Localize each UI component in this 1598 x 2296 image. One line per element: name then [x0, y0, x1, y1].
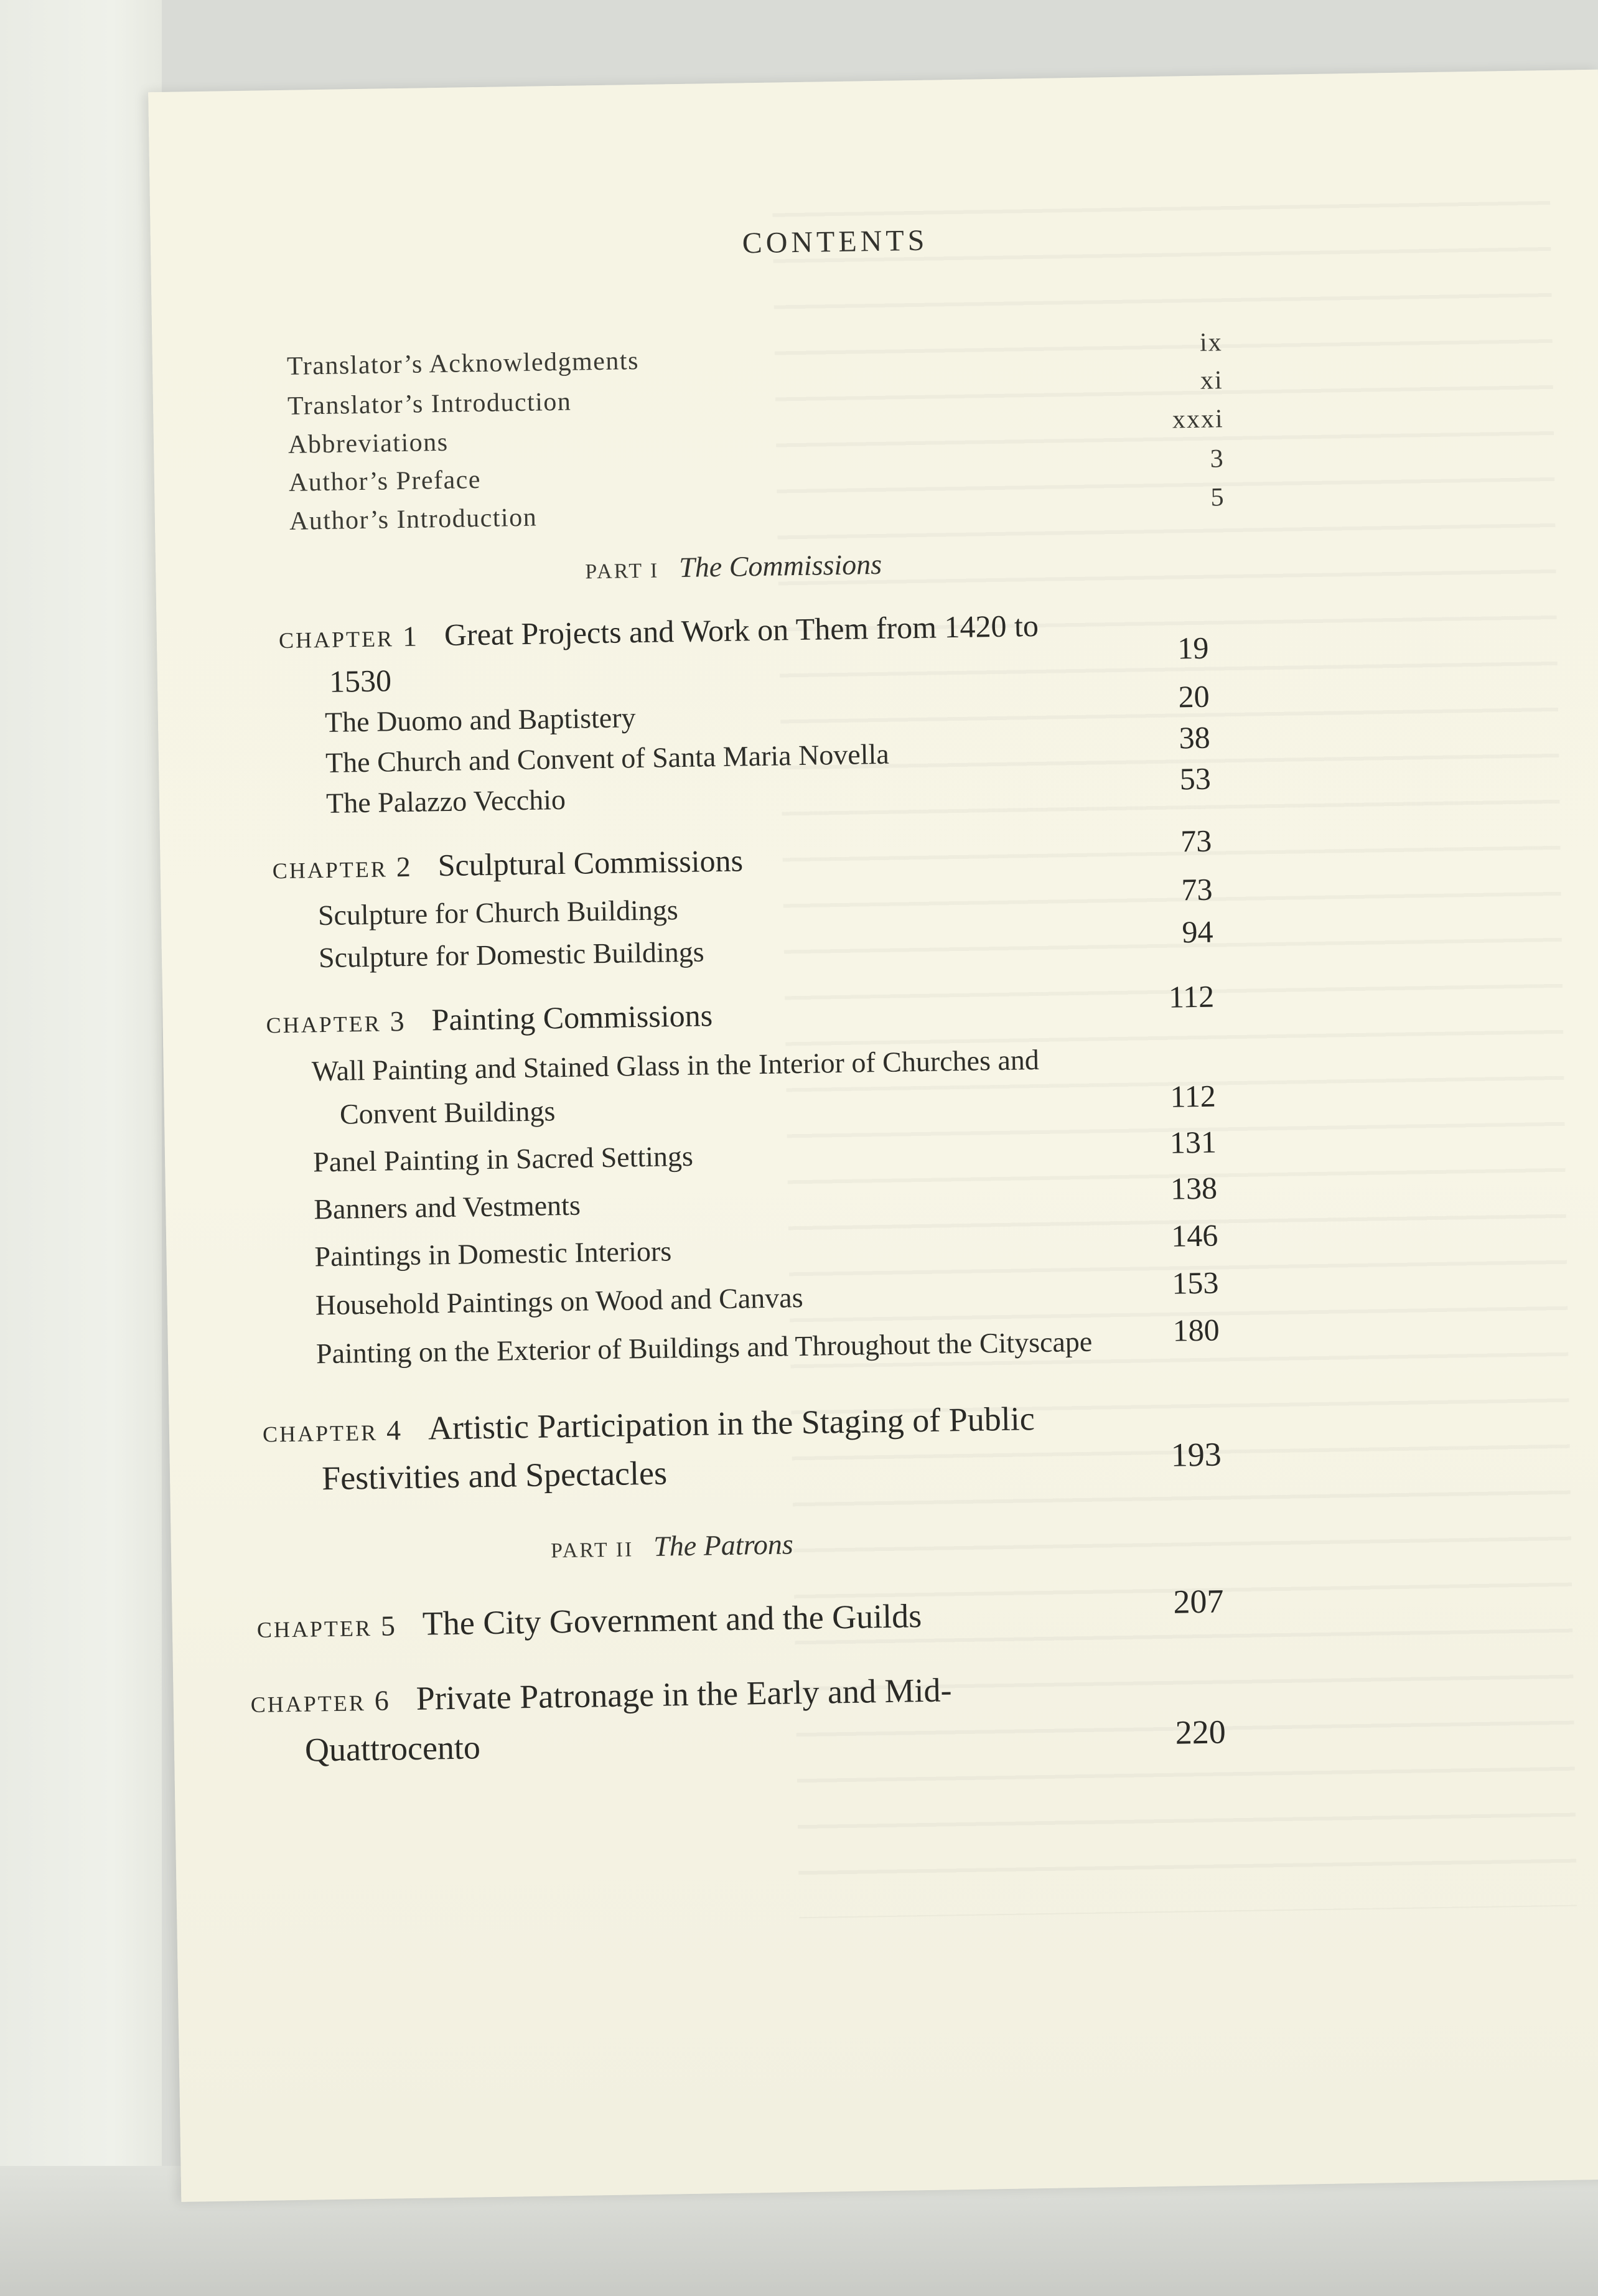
fm-title-abbreviations: Abbreviations: [287, 428, 449, 459]
section-page: 38: [1179, 719, 1211, 756]
chapter-number: 2: [396, 850, 411, 883]
section-page: 131: [1169, 1124, 1217, 1160]
chapter-6-page: 220: [1175, 1713, 1227, 1751]
fm-title-author-intro: Author’s Introduction: [289, 503, 538, 536]
section-title: Sculpture for Domestic Buildings: [318, 935, 704, 974]
chapter-1-page: 19: [1177, 630, 1209, 666]
section-title: Panel Painting in Sacred Settings: [312, 1140, 694, 1178]
part-1-title: The Commissions: [678, 548, 882, 583]
chapter-6-title-line2: Quattrocento: [304, 1728, 481, 1769]
chapter-3-page: 112: [1168, 978, 1215, 1014]
section-page: 138: [1170, 1170, 1218, 1206]
section-title: Banners and Vestments: [313, 1189, 581, 1225]
chapter-3-title: Painting Commissions: [431, 998, 713, 1038]
chapter-5-title: The City Government and the Guilds: [422, 1597, 922, 1642]
chapter-label: CHAPTER: [278, 626, 395, 654]
section-title: Painting on the Exterior of Buildings and Throughout the Cityscape: [315, 1325, 1093, 1370]
chapter-6-title-line1: Private Patronage in the Early and Mid-: [416, 1671, 952, 1717]
section-page: 180: [1172, 1312, 1220, 1348]
chapter-number: 3: [390, 1005, 405, 1038]
chapter-label: CHAPTER: [272, 856, 388, 884]
section-title: The Palazzo Vecchio: [325, 783, 566, 819]
section-title: Sculpture for Church Buildings: [317, 894, 679, 932]
section-page: 146: [1170, 1217, 1218, 1253]
chapter-2-heading: [272, 842, 743, 886]
part-2-title: The Patrons: [653, 1528, 794, 1562]
section-page: 73: [1181, 871, 1213, 907]
part-2-label: PART II: [550, 1538, 634, 1563]
chapter-number: 5: [380, 1610, 396, 1642]
section-title-line2: Convent Buildings: [339, 1095, 556, 1130]
fm-title-translator-intro: Translator’s Introduction: [287, 387, 572, 421]
chapter-number: 1: [402, 620, 418, 652]
section-title: Household Paintings on Wood and Canvas: [315, 1282, 803, 1321]
section-page: 94: [1182, 914, 1213, 950]
section-title: The Church and Convent of Santa Maria Novella: [325, 738, 890, 779]
chapter-3-heading: [266, 997, 713, 1040]
fm-page-preface: 3: [1210, 444, 1225, 474]
chapter-label: CHAPTER: [250, 1690, 367, 1718]
section-title: The Duomo and Baptistery: [324, 701, 636, 738]
chapter-2-title: Sculptural Commissions: [437, 843, 744, 883]
chapter-4-page: 193: [1170, 1435, 1222, 1474]
chapter-1-title-line1: Great Projects and Work on Them from 1420 to: [444, 607, 1039, 652]
chapter-number: 4: [386, 1414, 401, 1446]
chapter-4-title-line1: Artistic Participation in the Staging of Public: [428, 1400, 1035, 1447]
part-2-heading: [551, 1527, 794, 1564]
backdrop-left-page-edge: [0, 0, 162, 2296]
fm-title-acknowledgments: Translator’s Acknowledgments: [286, 346, 640, 381]
fm-page-acknowledgments: ix: [1199, 328, 1223, 357]
contents-heading: CONTENTS: [742, 223, 928, 260]
section-title: Wall Painting and Stained Glass in the Interior of Churches and: [311, 1044, 1040, 1087]
chapter-label: CHAPTER: [262, 1420, 378, 1447]
book-page: [148, 70, 1598, 2202]
fm-page-author-intro: 5: [1210, 483, 1225, 512]
chapter-label: CHAPTER: [266, 1011, 382, 1038]
chapter-number: 6: [374, 1684, 390, 1717]
chapter-5-page: 207: [1172, 1582, 1224, 1621]
part-1-heading: [585, 548, 882, 585]
section-title: Paintings in Domestic Interiors: [314, 1235, 672, 1273]
chapter-1-title-line2: 1530: [329, 663, 392, 699]
chapter-label: CHAPTER: [256, 1615, 373, 1642]
section-page: 153: [1171, 1265, 1219, 1301]
section-page: 20: [1178, 678, 1210, 715]
chapter-4-title-line2: Festivities and Spectacles: [321, 1454, 668, 1497]
section-page: 112: [1170, 1078, 1217, 1114]
part-1-label: PART I: [585, 559, 660, 584]
fm-page-translator-intro: xi: [1200, 366, 1223, 395]
fm-title-preface: Author’s Preface: [288, 465, 482, 497]
fm-page-abbreviations: xxxi: [1172, 405, 1224, 434]
section-page: 53: [1179, 761, 1212, 797]
chapter-2-page: 73: [1180, 823, 1212, 859]
